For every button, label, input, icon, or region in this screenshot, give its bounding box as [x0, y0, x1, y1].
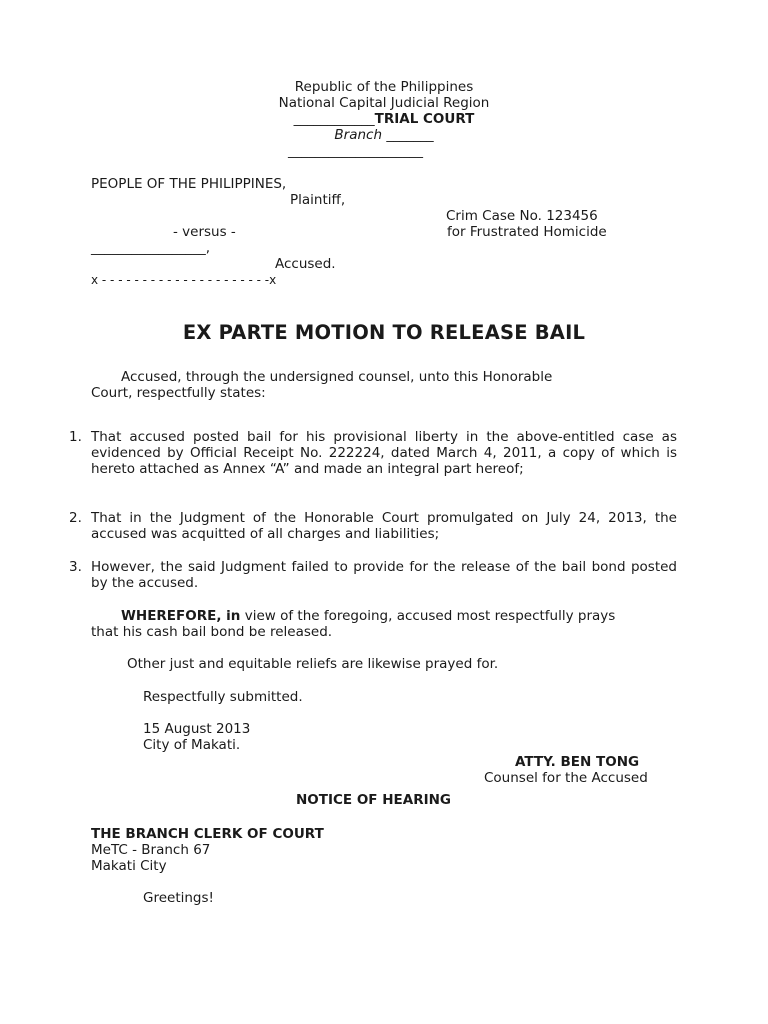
plaintiff-comma: , — [281, 176, 287, 192]
header-bottom-line: ____________________ — [288, 143, 423, 159]
respectfully-submitted: Respectfully submitted. — [143, 689, 303, 705]
court-blank: ____________ — [293, 111, 375, 127]
caption-separator: x - - - - - - - - - - - - - - - - - - - - -x — [91, 273, 277, 287]
case-number: Crim Case No. 123456 — [446, 208, 598, 224]
document-title: EX PARTE MOTION TO RELEASE BAIL — [182, 321, 586, 344]
item-number-2: 2. — [69, 510, 82, 526]
signatory-name: ATTY. BEN TONG — [515, 754, 640, 770]
closing-date: 15 August 2013 — [143, 721, 251, 737]
signatory-role: Counsel for the Accused — [484, 770, 648, 786]
plaintiff-role: Plaintiff, — [290, 192, 346, 208]
header-court — [0, 111, 768, 127]
closing-place: City of Makati. — [143, 737, 241, 753]
branch-label: Branch — [334, 127, 383, 143]
item-number-3: 3. — [69, 559, 82, 575]
accused-blank: _________________, — [91, 240, 211, 256]
notice-city: Makati City — [91, 858, 167, 874]
prayer-line-2: that his cash bail bond be released. — [91, 624, 333, 640]
header-region: National Capital Judicial Region — [278, 95, 490, 111]
plaintiff-name — [91, 176, 286, 192]
prayer-rest: view of the foregoing, accused most respectfully prays — [240, 608, 616, 624]
prayer-line-1 — [121, 608, 615, 624]
notice-heading: NOTICE OF HEARING — [296, 792, 451, 808]
prayer-wherefore: WHEREFORE, in — [121, 608, 241, 624]
branch-blank: _______ — [386, 127, 434, 143]
notice-court: MeTC - Branch 67 — [91, 842, 211, 858]
notice-greeting: Greetings! — [143, 890, 214, 906]
case-nature: for Frustrated Homicide — [447, 224, 607, 240]
intro-line-1: Accused, through the undersigned counsel, unto this Honorable — [121, 369, 553, 385]
header-branch — [0, 127, 768, 143]
intro-line-2: Court, respectfully states: — [91, 385, 266, 401]
other-reliefs: Other just and equitable reliefs are likewise prayed for. — [127, 656, 499, 672]
plaintiff-name-text: PEOPLE OF THE PHILIPPINES — [91, 176, 282, 192]
item-number-1: 1. — [69, 429, 82, 445]
notice-addressee: THE BRANCH CLERK OF COURT — [91, 826, 324, 842]
court-label: TRIAL COURT — [374, 111, 475, 127]
item-text-3: However, the said Judgment failed to provide for the release of the bail bond posted by the accused. — [91, 559, 677, 591]
accused-role: Accused. — [275, 256, 336, 272]
item-text-2: That in the Judgment of the Honorable Court promulgated on July 24, 2013, the accused was acquitted of all charges and liabilities; — [91, 510, 677, 542]
header-republic: Republic of the Philippines — [294, 79, 474, 95]
item-text-1: That accused posted bail for his provisional liberty in the above-entitled case as evidenced by Official Receipt No. 222224, dated March 4, 2011, a copy of which is hereto attached as Annex “A” and made an integral part hereof; — [91, 429, 677, 477]
versus: - versus - — [173, 224, 236, 240]
